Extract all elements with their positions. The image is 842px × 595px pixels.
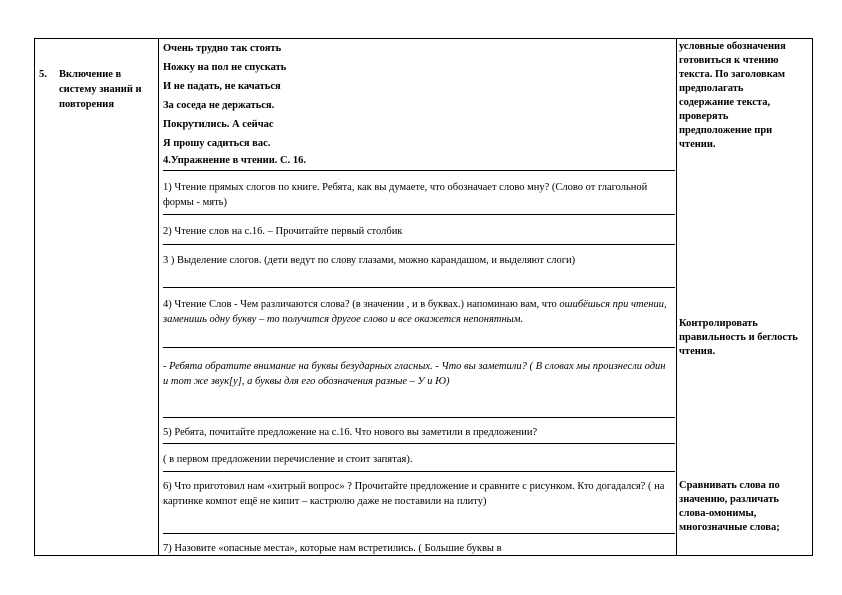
stage-number: 5. [39, 69, 47, 80]
row-divider [163, 443, 675, 444]
item-9: 7) Назовите «опасные места», которые нам встретились. ( Большие буквы в [163, 543, 502, 554]
poem-line: Покрутились. А сейчас [163, 119, 274, 130]
note-2: Контролировать правильность и беглость чтения. [679, 318, 798, 357]
row-divider [163, 471, 675, 472]
column-divider [676, 39, 677, 555]
poem-line: Ножку на пол не спускать [163, 62, 287, 73]
row-divider [163, 417, 675, 418]
item-6: 5) Ребята, почитайте предложение на с.16. Что нового вы заметили в предложении? [163, 427, 538, 438]
lesson-table [34, 38, 813, 556]
item-1: 1) Чтение прямых слогов по книге. Ребята, как вы думаете, что обозначает слово мну? (Слово от глагольной формы - мять) [163, 182, 648, 208]
row-divider [163, 347, 675, 348]
item-3: 3 ) Выделение слогов. (дети ведут по слову глазами, можно карандашом, и выделяют слоги) [163, 255, 576, 266]
item-8: 6) Что приготовил нам «хитрый вопрос» ? Прочитайте предложение и сравните с рисунком. Кто догадался? ( на картинке компот ещё не кипит – кастрюлю даже не поставили на плиту) [163, 481, 665, 507]
row-divider [163, 244, 675, 245]
note-1: условные обозначения готовиться к чтению текста. По заголовкам предполагать содержание текста, проверять предположение при чтении. [679, 41, 786, 150]
note-3: Сравнивать слова по значению, различать слова-омонимы, многозначные слова; [679, 480, 780, 533]
item-4-text: 4) Чтение Слов - Чем различаются слова? (в значении , и в буквах.) напоминаю вам, что [163, 299, 560, 310]
poem-line: Я прошу садиться вас. [163, 138, 271, 149]
poem-line: За соседа не держаться. [163, 100, 275, 111]
row-divider [163, 170, 675, 171]
poem-line: Очень трудно так стоять [163, 43, 282, 54]
row-divider [163, 287, 675, 288]
item-4 [163, 297, 671, 327]
poem-line: И не падать, не качаться [163, 81, 281, 92]
exercise-heading: 4.Упражнение в чтении. С. 16. [163, 155, 306, 166]
stage-title: Включение в систему знаний и повторения [59, 69, 142, 110]
row-divider [163, 214, 675, 215]
column-divider [158, 39, 159, 555]
item-4-italic: ошибёшься при чтении, заменишь одну букву – то получится другое слово и все окажется непонятным. [163, 299, 667, 325]
item-5: - Ребята обратите внимание на буквы безударных гласных. - Что вы заметили? ( В словах мы произнесли один и тот же звук[у], а буквы для его обозначения разные – У и Ю) [163, 361, 666, 387]
item-7: ( в первом предложении перечисление и стоит запятая). [163, 454, 413, 465]
row-divider [163, 533, 675, 534]
item-2: 2) Чтение слов на с.16. – Прочитайте первый столбик [163, 226, 403, 237]
poem [163, 39, 286, 153]
